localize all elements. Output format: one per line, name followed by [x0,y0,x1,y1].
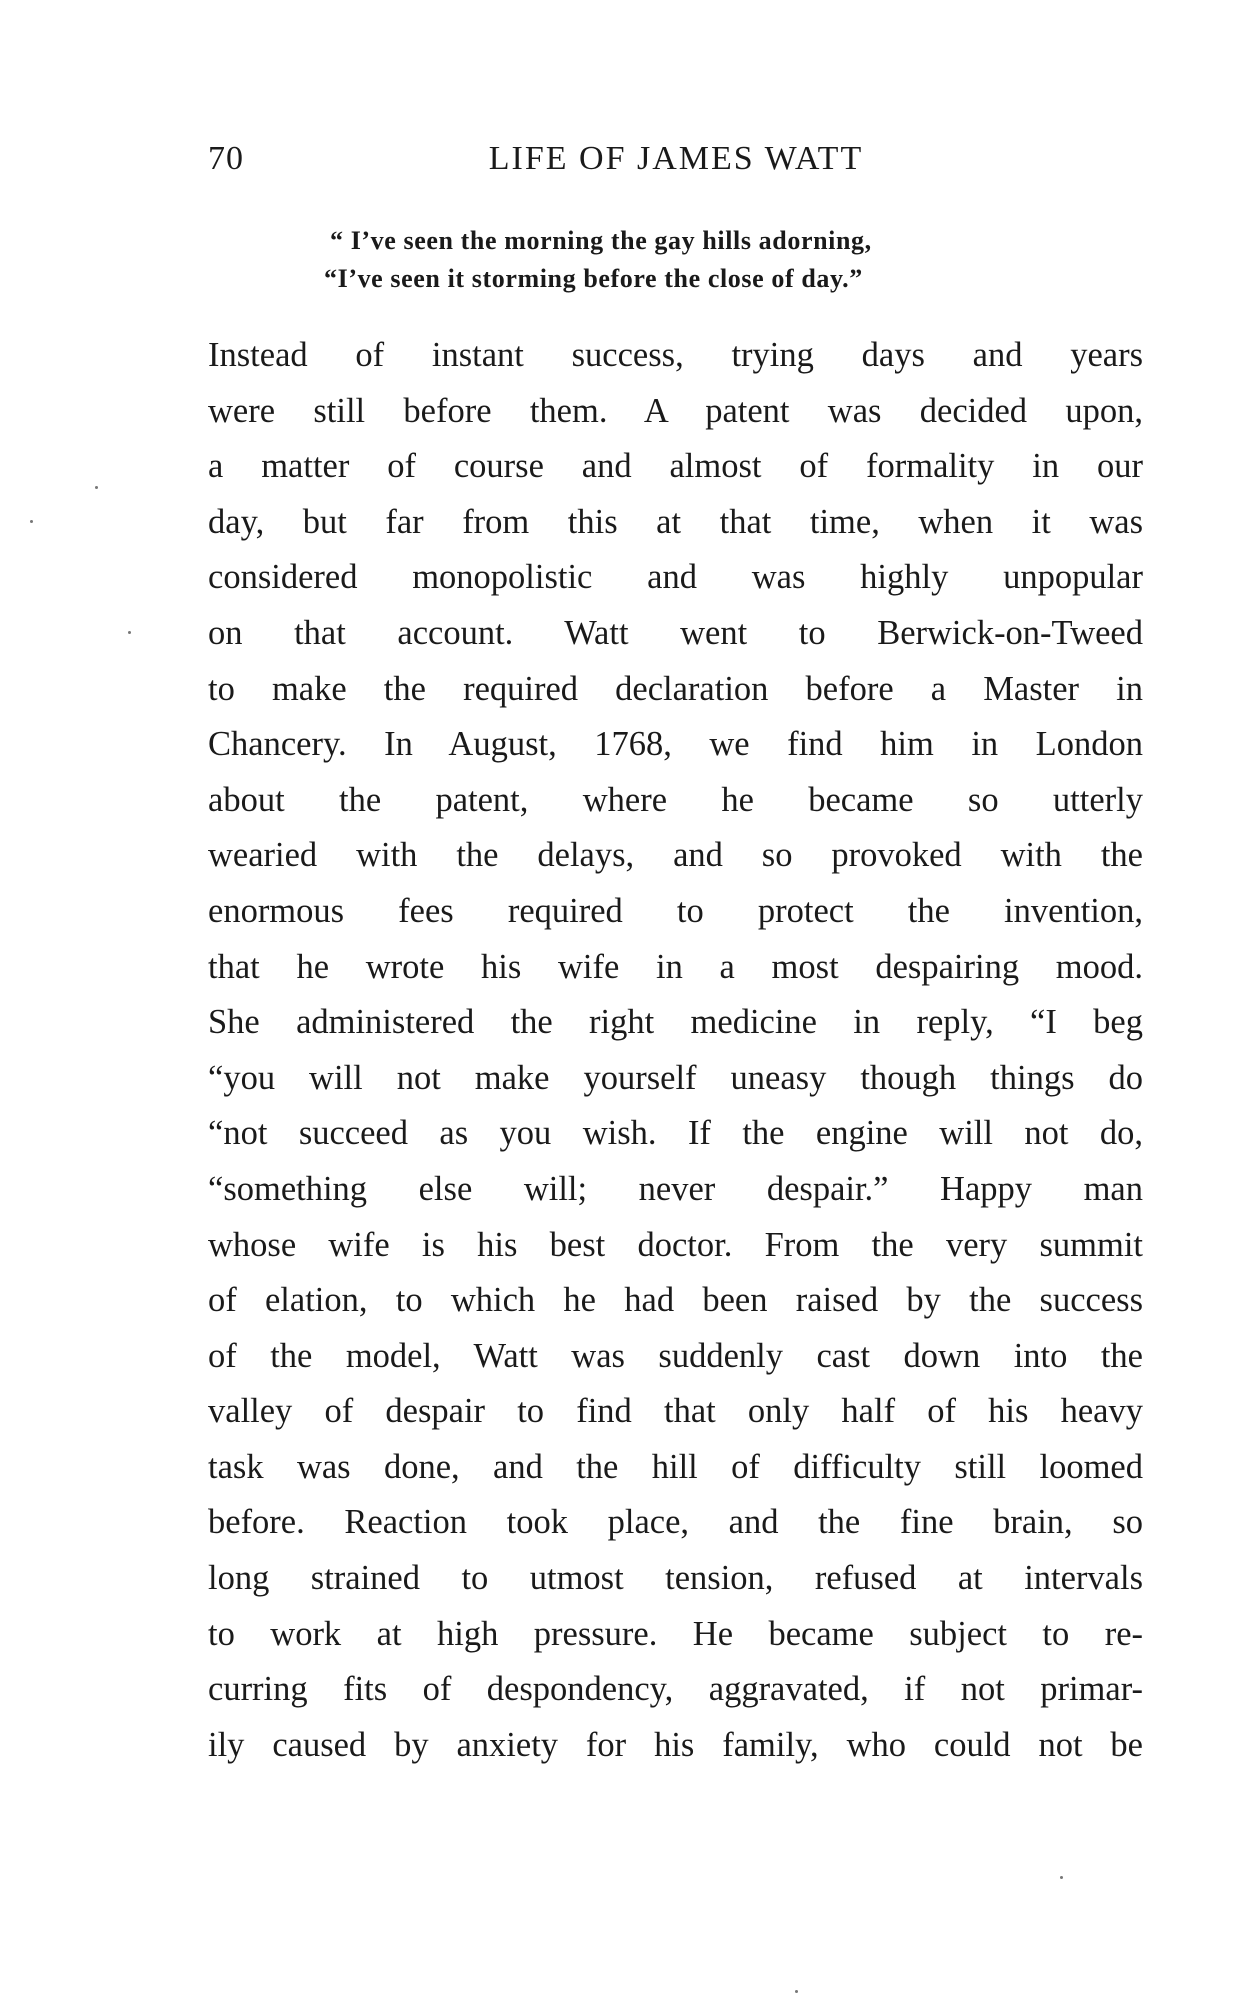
text-line: were still before them. A patent was decided upon, [208,391,1143,430]
text-line: of elation, to which he had been raised by the success [208,1281,1143,1320]
text-line: “you will not make yourself uneasy though things do [208,1058,1143,1097]
text-line: that he wrote his wife in a most despairing mood. [208,947,1143,986]
scan-speck [128,631,131,634]
scan-speck [30,520,33,523]
text-line: task was done, and the hill of difficulty still loomed [208,1447,1143,1486]
text-line: long strained to utmost tension, refused at intervals [208,1559,1143,1598]
text-line: to make the required declaration before a Master in [208,669,1143,708]
body-paragraph [208,328,1143,1773]
epigraph-line: “ I’ve seen the morning the gay hills adorning, [330,226,872,255]
text-line: on that account. Watt went to Berwick-on-Tweed [208,613,1143,652]
text-line: “something else will; never despair.” Happy man [208,1169,1143,1208]
epigraph-line: “I’ve seen it storming before the close of day.” [324,264,863,293]
epigraph-verse [324,222,1030,298]
scan-speck [1060,1876,1063,1879]
text-line: a matter of course and almost of formality in our [208,447,1143,486]
text-line: to work at high pressure. He became subject to re- [208,1614,1143,1653]
text-line: Chancery. In August, 1768, we find him in London [208,725,1143,764]
running-title: LIFE OF JAMES WATT [488,140,864,177]
text-line: wearied with the delays, and so provoked with the [208,836,1143,875]
page-number: 70 [208,140,244,177]
text-line: of the model, Watt was suddenly cast down into the [208,1336,1143,1375]
text-line: valley of despair to find that only half of his heavy [208,1392,1143,1431]
text-line: considered monopolistic and was highly unpopular [208,558,1143,597]
text-line: She administered the right medicine in reply, “I beg [208,1003,1143,1042]
running-head [208,140,1144,186]
text-line: “not succeed as you wish. If the engine will not do, [208,1114,1143,1153]
text-line: curring fits of despondency, aggravated, if not primar- [208,1670,1143,1709]
text-line: about the patent, where he became so utterly [208,780,1143,819]
text-line: whose wife is his best doctor. From the very summit [208,1225,1143,1264]
scan-speck [795,1990,798,1993]
text-line: day, but far from this at that time, when it was [208,502,1143,541]
text-line: ily caused by anxiety for his family, who could not be [208,1725,1143,1764]
text-line: enormous fees required to protect the invention, [208,891,1143,930]
text-line: before. Reaction took place, and the fine brain, so [208,1503,1143,1542]
scan-speck [95,486,98,489]
text-line: Instead of instant success, trying days and years [208,336,1143,374]
